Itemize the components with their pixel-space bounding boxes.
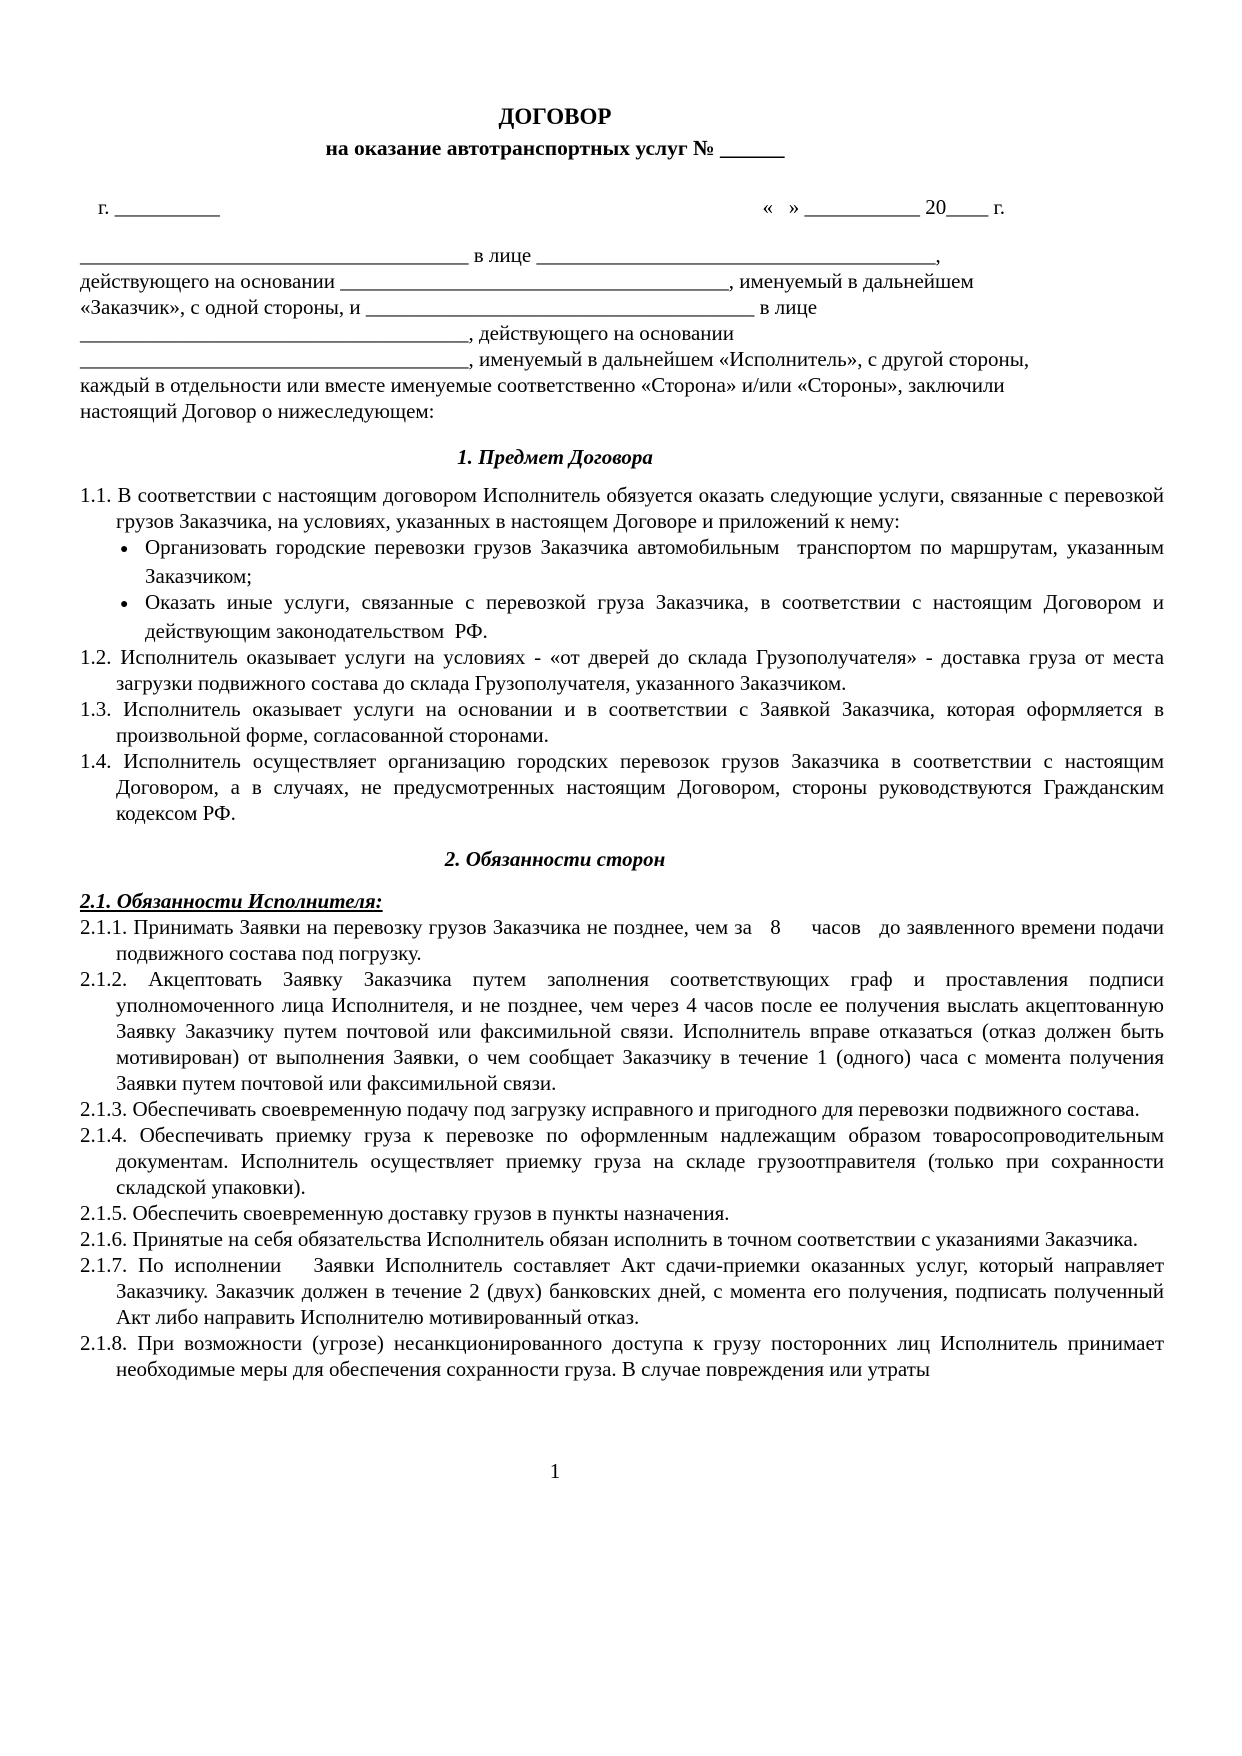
preamble-line-1: _____________________________________ в лице ______________________________________, bbox=[80, 243, 941, 267]
page-number: 1 bbox=[549, 1459, 561, 1483]
clause-number: 2.1.1. bbox=[80, 915, 128, 939]
clause-text: Обеспечить своевременную доставку грузов в пункты назначения. bbox=[132, 1201, 730, 1225]
document-subtitle: на оказание автотранспортных услуг № ______ bbox=[325, 136, 785, 160]
clause-2-1-1 bbox=[80, 914, 1164, 966]
clause-2-1-4 bbox=[80, 1122, 1164, 1200]
clause-text: Обеспечивать приемку груза к перевозке по оформленным надлежащим образом товаросопроводительным документам. Исполнитель осуществляет приемку груза на складе грузоотправителя (только при сохранности складской упаковки). bbox=[116, 1123, 1164, 1199]
clause-1-3 bbox=[80, 696, 1164, 748]
clause-2-1-2 bbox=[80, 966, 1164, 1096]
document-title: ДОГОВОР bbox=[498, 104, 612, 129]
bullet-icon: ● bbox=[120, 542, 129, 557]
clause-text: Исполнитель осуществляет организацию городских перевозок грузов Заказчика в соответствии с настоящим Договором, а в случаях, не предусмотренных настоящим Договором, стороны руководствуются Гражданским кодексом РФ. bbox=[116, 749, 1165, 825]
bullet-text: Организовать городские перевозки грузов Заказчика автомобильным транспортом по маршрутам, указанным Заказчиком; bbox=[145, 535, 1164, 588]
section-2-heading: 2. Обязанности сторон bbox=[444, 847, 666, 871]
document-header bbox=[80, 0, 1164, 162]
clause-number: 2.1.8. bbox=[80, 1331, 128, 1355]
clause-text: Исполнитель оказывает услуги на основании и в соответствии с Заявкой Заказчика, которая оформляется в произвольной форме, согласованной сторонами. bbox=[116, 697, 1165, 747]
clause-text: Принимать Заявки на перевозку грузов Заказчика не позднее, чем за 8 часов до заявленного времени подачи подвижного состава под погрузку. bbox=[116, 915, 1165, 965]
clause-number: 1.4. bbox=[80, 749, 112, 773]
clause-1-2 bbox=[80, 644, 1164, 696]
clause-number: 1.3. bbox=[80, 697, 112, 721]
bullet-text: Оказать иные услуги, связанные с перевозкой груза Заказчика, в соответствии с настоящим Договором и действующим законодательством РФ. bbox=[145, 590, 1164, 643]
preamble-line-6: каждый в отдельности или вместе именуемые соответственно «Сторона» и/или «Стороны», заключили bbox=[80, 373, 1005, 397]
clause-2-1-7 bbox=[80, 1252, 1164, 1330]
clause-text: В соответствии с настоящим договором Исполнитель обязуется оказать следующие услуги, связанные с перевозкой грузов Заказчика, на условиях, указанных в настоящем Договоре и приложений к нему: bbox=[116, 483, 1164, 533]
clause-text: Обеспечивать своевременную подачу под загрузку исправного и пригодного для перевозки подвижного состава. bbox=[132, 1097, 1140, 1121]
place-date-row bbox=[80, 194, 1164, 220]
preamble-line-4: _____________________________________, действующего на основании bbox=[80, 321, 735, 345]
preamble-line-7: настоящий Договор о нижеследующем: bbox=[80, 399, 435, 423]
clause-text: Акцептовать Заявку Заказчика путем заполнения соответствующих граф и проставления подписи уполномоченного лица Исполнителя, и не позднее, чем через 4 часов после ее получения выслать акцептованную Заявку Заказчику путем почтовой или факсимильной связи. Исполнитель вправе отказаться (отказ должен быть мотивирован) от выполнения Заявки, о чем сообщает Заказчику в течение 1 (одного) часа с момента получения Заявки путем почтовой или факсимильной связи. bbox=[116, 967, 1164, 1095]
clause-2-1-6 bbox=[80, 1226, 1164, 1252]
preamble-line-5: _____________________________________, именуемый в дальнейшем «Исполнитель», с другой стороны, bbox=[80, 347, 1030, 371]
bullet-item-2 bbox=[80, 589, 1164, 644]
bullet-icon: ● bbox=[120, 597, 129, 612]
section-2-1-subheading: 2.1. Обязанности Исполнителя: bbox=[80, 889, 383, 913]
clause-number: 1.1. bbox=[80, 483, 112, 507]
clause-number: 1.2. bbox=[80, 645, 112, 669]
date-blank-field: « » ___________ 20____ г. bbox=[762, 195, 1005, 219]
preamble bbox=[80, 242, 1164, 424]
clause-number: 2.1.3. bbox=[80, 1097, 128, 1121]
clause-number: 2.1.4. bbox=[80, 1123, 128, 1147]
clause-2-1-8 bbox=[80, 1330, 1164, 1382]
clause-text: При возможности (угрозе) несанкционированного доступа к грузу посторонних лиц Исполнитель принимает необходимые меры для обеспечения сохранности груза. В случае повреждения или утраты bbox=[116, 1331, 1164, 1381]
clause-number: 2.1.6. bbox=[80, 1227, 128, 1251]
bullet-item-1 bbox=[80, 534, 1164, 589]
place-blank-field: г. __________ bbox=[98, 195, 220, 219]
clause-1-1 bbox=[80, 482, 1164, 534]
preamble-line-3: «Заказчик», с одной стороны, и _____________________________________ в лице bbox=[80, 295, 818, 319]
clause-1-4 bbox=[80, 748, 1164, 826]
clause-2-1-5 bbox=[80, 1200, 1164, 1226]
clause-number: 2.1.5. bbox=[80, 1201, 128, 1225]
clause-2-1-3 bbox=[80, 1096, 1164, 1122]
clause-number: 2.1.7. bbox=[80, 1253, 128, 1277]
clause-text: По исполнении Заявки Исполнитель составляет Акт сдачи-приемки оказанных услуг, который направляет Заказчику. Заказчик должен в течение 2 (двух) банковских дней, с момента его получения, подписать полученный Акт либо направить Исполнителю мотивированный отказ. bbox=[116, 1253, 1165, 1329]
preamble-line-2: действующего на основании _____________________________________, именуемый в дальнейшем bbox=[80, 269, 974, 293]
clause-number: 2.1.2. bbox=[80, 967, 128, 991]
section-1-heading: 1. Предмет Договора bbox=[457, 445, 653, 469]
clause-text: Принятые на себя обязательства Исполнитель обязан исполнить в точном соответствии с указаниями Заказчика. bbox=[132, 1227, 1139, 1251]
clause-text: Исполнитель оказывает услуги на условиях - «от дверей до склада Грузополучателя» - доставка груза от места загрузки подвижного состава до склада Грузополучателя, указанного Заказчиком. bbox=[116, 645, 1165, 695]
